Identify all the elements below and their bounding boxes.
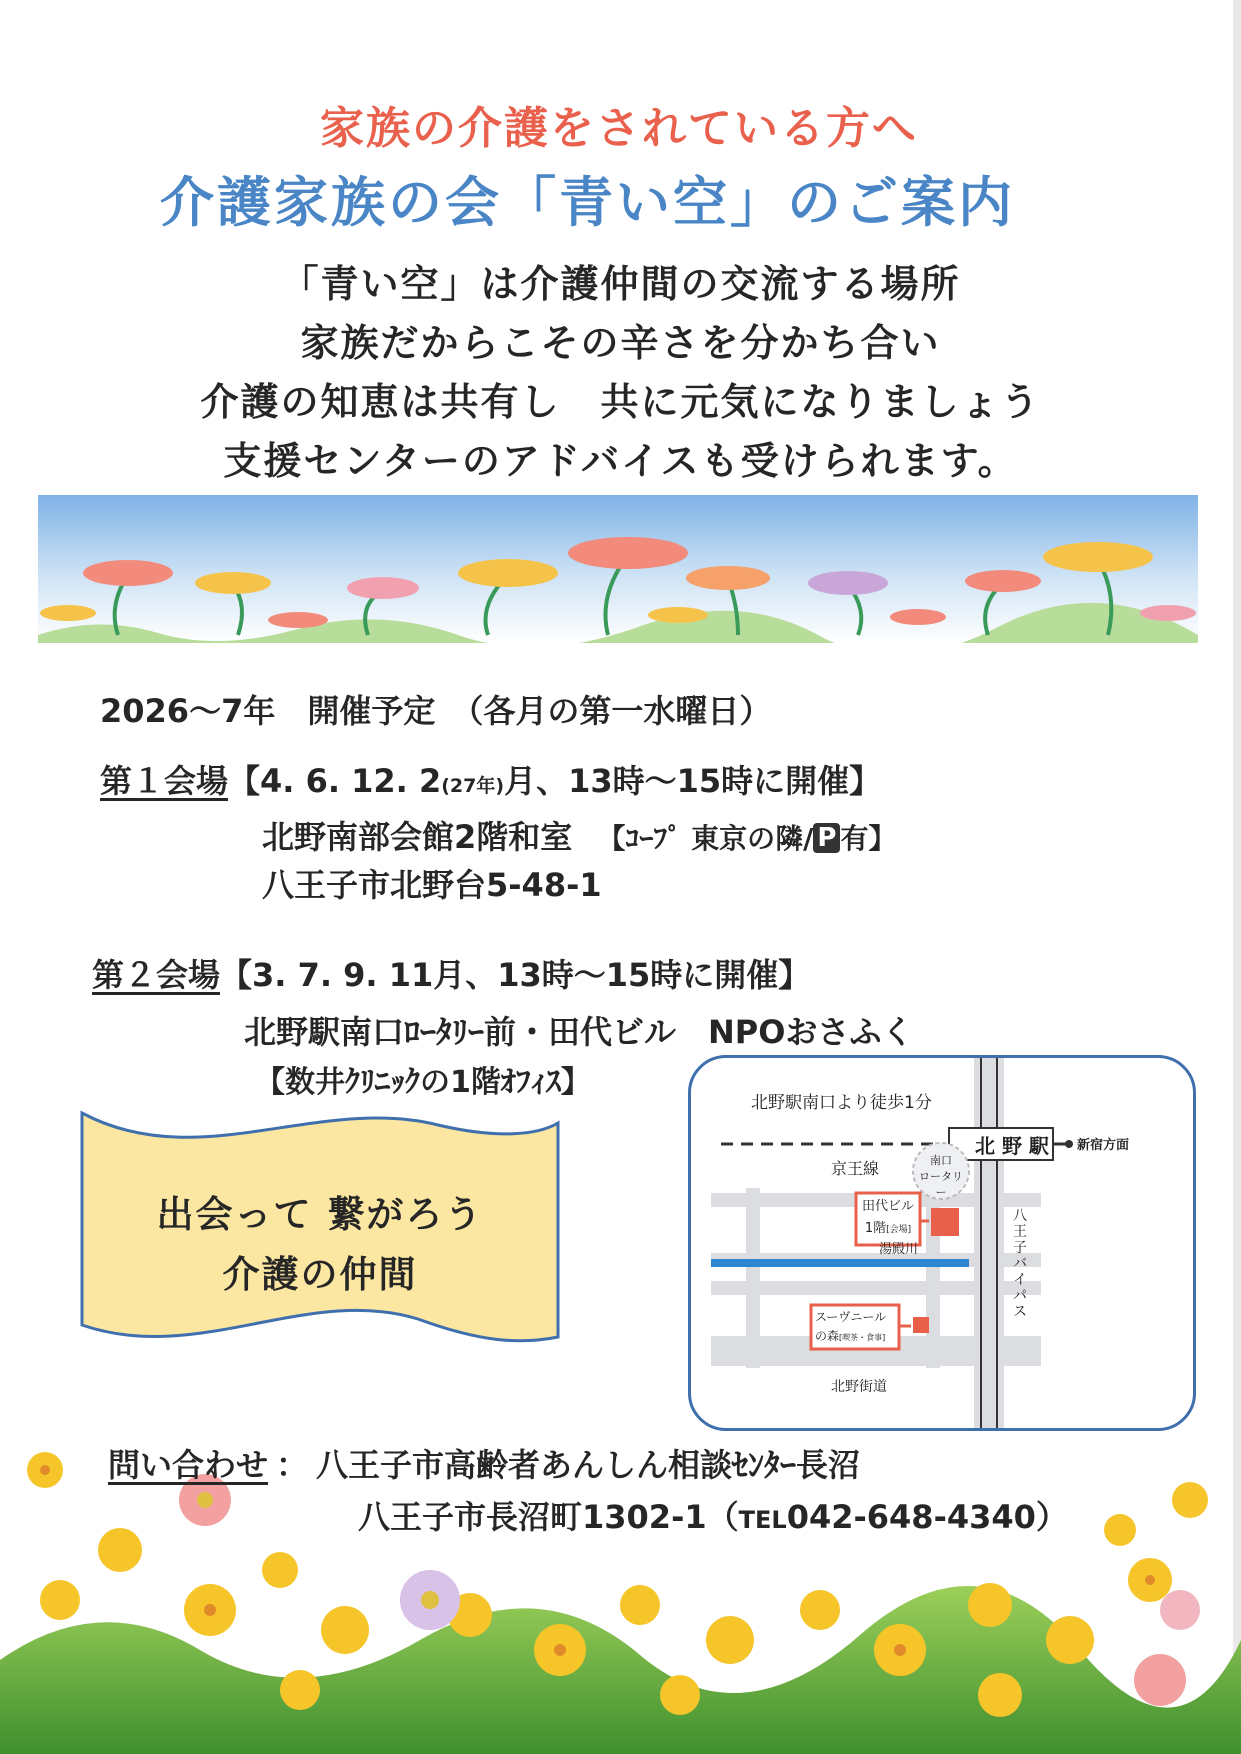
- venue2-label: 第２会場: [92, 956, 221, 994]
- map-walk: 北野駅南口より徒歩1分: [751, 1093, 932, 1113]
- subtitle: 家族の介護をされている方へ: [320, 103, 918, 154]
- flag-line1: 出会って 繋がろう: [156, 1193, 484, 1236]
- contact-tel: 042-648-4340）: [786, 1498, 1068, 1536]
- venue1-place-line: [262, 812, 896, 858]
- contact-line: [108, 1440, 860, 1486]
- venue1-place: 北野南部会館2階和室: [262, 818, 573, 856]
- flower-meadow: [0, 1440, 1241, 1754]
- map-direction: 新宿方面: [1077, 1138, 1130, 1153]
- venue1-address: 八王子市北野台5-48-1: [262, 866, 602, 904]
- map-rotary: [916, 1152, 966, 1200]
- shop-marker: [913, 1317, 929, 1333]
- venue2-note: 【数井ｸﾘﾆｯｸの1階ｵﾌｨｽ】: [255, 1065, 591, 1100]
- map-building: [859, 1196, 917, 1241]
- intro-text: [0, 255, 1241, 491]
- contact-address: 八王子市長沼町1302-1（: [358, 1498, 739, 1536]
- shop-label-1: スーヴニール: [815, 1310, 887, 1324]
- building-floor: 1階: [864, 1221, 887, 1236]
- sky-flower-banner: [38, 495, 1198, 643]
- parking-icon: P: [813, 823, 840, 853]
- venue1-line: [100, 756, 881, 802]
- rotary-label-1: 南口: [930, 1154, 952, 1167]
- shop-name: の森: [815, 1329, 840, 1343]
- intro-line: 家族だからこその辛さを分かち合い: [300, 321, 941, 365]
- building-tag: [会場]: [886, 1225, 912, 1235]
- river: [711, 1259, 969, 1267]
- venue1-dates-time: 月、13時〜15時に開催】: [504, 762, 882, 800]
- contact-org: 八王子市高齢者あんしん相談ｾﾝﾀｰ長沼: [316, 1446, 861, 1484]
- venue2-place: 北野駅南口ﾛｰﾀﾘｰ前・田代ビル NPOおさふく: [244, 1013, 914, 1051]
- schedule-heading: 2026〜7年 開催予定 （各月の第一水曜日）: [100, 692, 772, 730]
- access-map: [688, 1055, 1196, 1431]
- building-marker: [931, 1208, 959, 1236]
- map-bypass: 八王子バイパス: [1013, 1208, 1027, 1320]
- shop-tag: [喫茶・食事]: [839, 1333, 886, 1342]
- map-river: 湯殿川: [879, 1242, 919, 1257]
- venue1-note-text: 【ｺｰﾌﾟ 東京の隣/: [597, 822, 814, 855]
- map-line: 京王線: [831, 1159, 880, 1178]
- venue1-dates: 【4. 6. 12. 2: [228, 762, 442, 800]
- venue1-note: [597, 822, 896, 855]
- rotary-label-2: ロータリー: [919, 1170, 963, 1199]
- contact-address-line: [358, 1492, 1068, 1538]
- map-station: 北 野 駅: [975, 1134, 1049, 1158]
- intro-line: 「青い空」は介護仲間の交流する場所: [280, 262, 961, 306]
- building-label-1: 田代ビル: [861, 1199, 914, 1214]
- tel-label: TEL: [738, 1506, 787, 1534]
- contact-colon: ：: [276, 1446, 309, 1484]
- page-title: 介護家族の会「青い空」のご案内: [160, 171, 1015, 234]
- contact-label: 問い合わせ: [108, 1446, 269, 1484]
- venue1-note-end: 有】: [840, 822, 897, 855]
- venue2-line: [92, 950, 810, 996]
- flag-line2: 介護の仲間: [222, 1253, 418, 1296]
- map-shop: [815, 1308, 886, 1347]
- intro-line: 支援センターのアドバイスも受けられます。: [223, 439, 1018, 483]
- venue1-label: 第１会場: [100, 762, 229, 800]
- flag-text: [78, 1185, 562, 1305]
- venue2-dates: 【3. 7. 9. 11月、13時〜15時に開催】: [220, 956, 811, 994]
- intro-line: 介護の知恵は共有し 共に元気になりましょう: [200, 380, 1041, 424]
- map-street: 北野街道: [831, 1379, 887, 1395]
- bypass-road: [974, 1058, 1004, 1428]
- venue1-dates-year: (27年): [441, 775, 505, 797]
- shop-label-2: [815, 1327, 886, 1347]
